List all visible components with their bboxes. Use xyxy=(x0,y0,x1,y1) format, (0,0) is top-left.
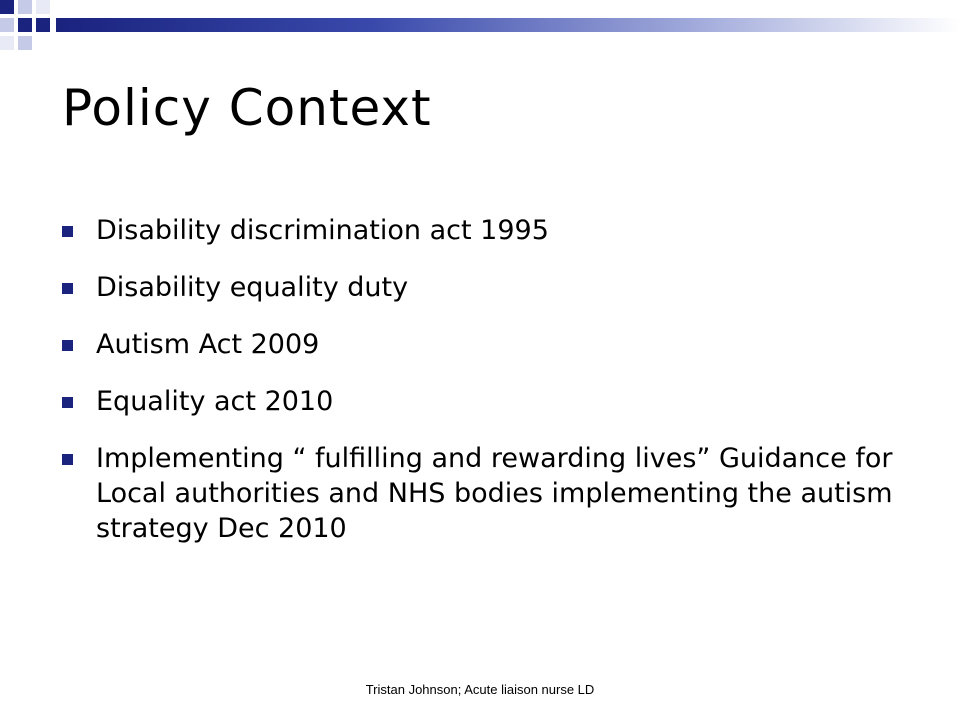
bullet-square-icon xyxy=(62,340,73,351)
bullet-text: Equality act 2010 xyxy=(96,386,334,417)
bullet-item xyxy=(62,384,902,419)
slide-footer: Tristan Johnson; Acute liaison nurse LD xyxy=(365,682,595,697)
bullet-text: Autism Act 2009 xyxy=(96,329,320,360)
decor-square xyxy=(0,0,14,14)
header-gradient-bar xyxy=(56,18,960,32)
bullet-square-icon xyxy=(62,226,73,237)
decor-square xyxy=(18,18,32,32)
bullet-item xyxy=(62,213,902,248)
bullet-list xyxy=(62,213,902,568)
decor-square xyxy=(18,36,32,50)
bullet-square-icon xyxy=(62,283,73,294)
bullet-square-icon xyxy=(62,454,73,465)
decor-square xyxy=(0,36,14,50)
header-decoration xyxy=(0,0,960,60)
decor-square xyxy=(36,18,50,32)
bullet-text: Disability discrimination act 1995 xyxy=(96,215,549,246)
bullet-item xyxy=(62,270,902,305)
bullet-text: Implementing “ fulfilling and rewarding lives” Guidance for Local authorities and NHS bodies implementing the autism strategy Dec 2010 xyxy=(96,443,893,544)
bullet-square-icon xyxy=(62,397,73,408)
bullet-text: Disability equality duty xyxy=(96,272,409,303)
decor-square xyxy=(18,0,32,14)
decor-square xyxy=(0,18,14,32)
bullet-item xyxy=(62,441,902,546)
slide-title: Policy Context xyxy=(62,79,432,137)
decor-square xyxy=(36,0,50,14)
bullet-item xyxy=(62,327,902,362)
